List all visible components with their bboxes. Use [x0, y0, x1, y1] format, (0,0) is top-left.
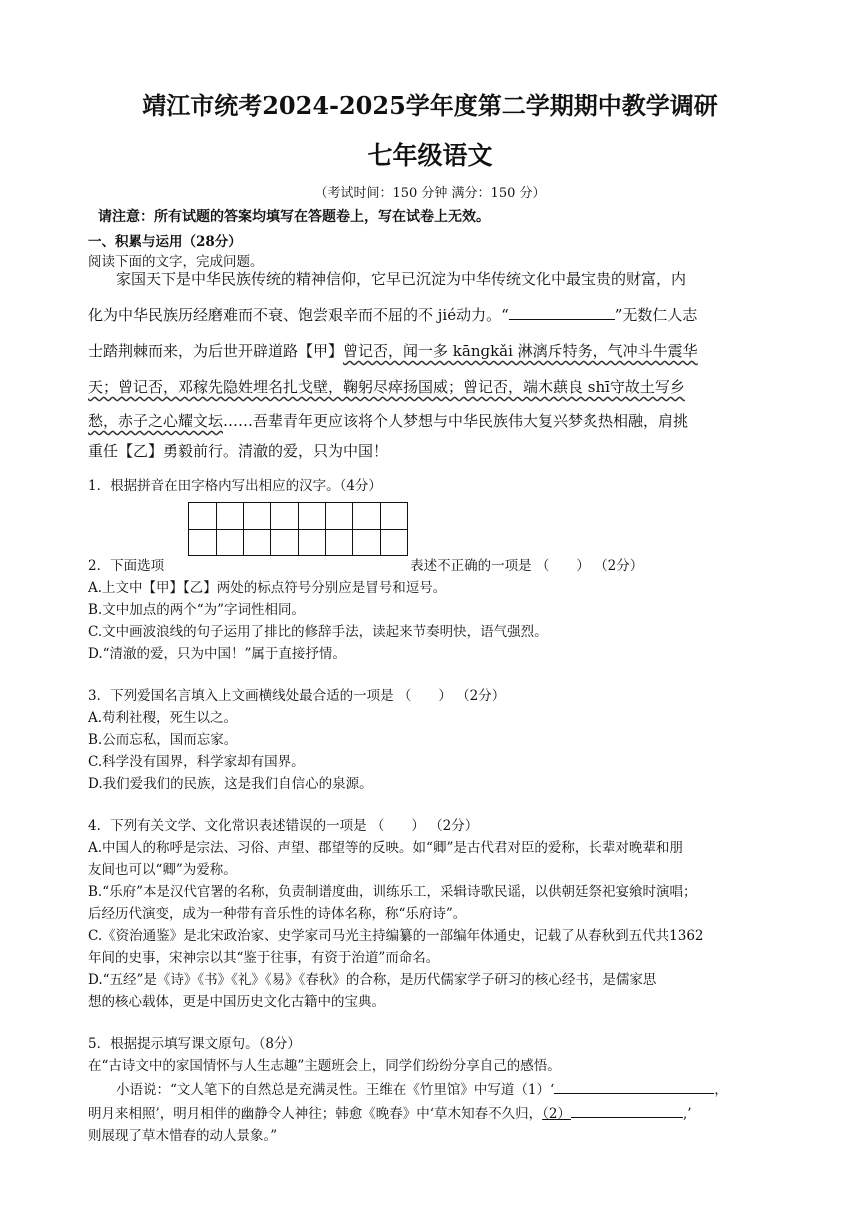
q5-intro: 在“古诗文中的家国情怀与人生志趣”主题班会上，同学们纷纷分享自己的感悟。	[88, 1058, 561, 1074]
wavy-underlined-text: 天；曾记否，邓稼先隐姓埋名扎戈壁，鞠躬尽瘁扬国威；曾记否，端木蕻良 shī守故土写乡	[88, 378, 685, 396]
option-b: B.文中加点的两个“为”字词性相同。	[88, 602, 306, 618]
option-a: A.苟利社稷，死生以之。	[88, 710, 238, 726]
question-3: 3．下列爱国名言填入上文画横线处最合适的一项是 （ ） （2分）	[88, 688, 506, 704]
grid-divider	[380, 503, 381, 555]
question-4: 4．下列有关文学、文化常识表述错误的一项是 （ ） （2分）	[88, 818, 479, 834]
section-heading: 一、积累与运用（28分）	[88, 234, 242, 250]
passage-text: ……吾辈青年更应该将个人梦想与中华民族伟大复兴梦炙热相融，肩挑	[223, 412, 689, 430]
option-d: D.我们爱我们的民族，这是我们自信心的泉源。	[88, 776, 373, 792]
question-text: 表述不正确的一项是 （ ） （2分）	[410, 558, 644, 574]
option-d: D.“五经”是《诗》《书》《礼》《易》《春秋》的合称，是历代儒家学子研习的核心经书，是儒家思	[88, 972, 657, 988]
question-5: 5．根据提示填写课文原句。（8分）	[88, 1036, 301, 1052]
q5-line: 则展现了草木惜春的动人景象。”	[88, 1128, 278, 1144]
grid-divider	[298, 503, 299, 555]
option-c: C.文中画波浪线的句子运用了排比的修辞手法，读起来节奏明快，语气强烈。	[88, 624, 548, 640]
option-d-cont: 想的核心载体，更是中国历史文化古籍中的宝典。	[88, 994, 385, 1010]
passage-text: 士踏荆棘而来，为后世开辟道路【甲】	[88, 342, 344, 360]
grid-divider	[216, 503, 217, 555]
option-b-cont: 后经历代演变，成为一种带有音乐性的诗体名称，称“乐府诗”。	[88, 906, 467, 922]
exam-subject: 七年级语文	[367, 141, 493, 170]
question-text: ,’	[682, 1106, 692, 1122]
option-a: A.上文中【甲】【乙】两处的标点符号分别应是冒号和逗号。	[88, 580, 447, 596]
wavy-underlined-text: 曾记否，闻一多 kānɡkǎi 淋漓斥特务，气冲斗牛震华	[343, 342, 698, 360]
exam-title: 靖江市统考2024-2025学年度第二学期期中教学调研	[142, 91, 718, 120]
question-text: ，	[714, 1082, 728, 1098]
notice: 请注意：所有试题的答案均填写在答题卷上，写在试卷上无效。	[98, 209, 490, 225]
option-a: A.中国人的称呼是宗法、习俗、声望、郡望等的反映。如“卿”是古代君对臣的爱称，长辈对晚辈和朋	[88, 840, 683, 856]
passage-line: 家国天下是中华民族传统的精神信仰，它早已沉淀为中华传统文化中最宝贵的财富，内	[116, 270, 687, 288]
question-text: 明月来相照’，明月相伴的幽静令人神往；韩愈《晚春》中‘草木知春不久归，	[88, 1106, 543, 1122]
option-c-cont: 年间的史事，宋神宗以其“鉴于往事，有资于治道”而命名。	[88, 950, 440, 966]
passage-line	[88, 410, 778, 431]
grid-divider	[325, 503, 326, 555]
question-text: 小语说：“文人笔下的自然总是充满灵性。王维在《竹里馆》中写道（1）‘	[116, 1082, 555, 1098]
question-2	[88, 554, 778, 574]
blank-number: （2）	[542, 1106, 571, 1122]
option-c: C.《资治通鉴》是北宋政治家、史学家司马光主持编纂的一部编年体通史，记载了从春秋到五代共1362	[88, 928, 704, 944]
option-a-cont: 友间也可以“卿”为爱称。	[88, 862, 237, 878]
grid-divider	[243, 503, 244, 555]
option-d: D.“清澈的爱，只为中国！”属于直接抒情。	[88, 646, 346, 662]
exam-info: （考试时间：150 分钟 满分：150 分）	[314, 186, 546, 201]
option-c: C.科学没有国界，科学家却有国界。	[88, 754, 305, 770]
grid-divider	[352, 503, 353, 555]
question-text: 2．下面选项	[88, 558, 165, 574]
q5-line	[88, 1078, 806, 1098]
passage-line	[88, 304, 778, 325]
passage-text: 化为中华民族历经磨难而不衰、饱尝艰辛而不屈的不 jié动力。“	[88, 306, 509, 324]
question-1: 1．根据拼音在田字格内写出相应的汉字。（4分）	[88, 478, 382, 494]
answer-blank-2[interactable]	[571, 1103, 683, 1118]
passage-line: 重任【乙】勇毅前行。清澈的爱，只为中国！	[88, 442, 389, 460]
option-b: B.公而忘私，国而忘家。	[88, 732, 238, 748]
fill-blank	[509, 305, 615, 320]
q5-line	[88, 1102, 778, 1122]
option-b: B.“乐府”本是汉代官署的名称，负责制谱度曲，训练乐工，采辑诗歌民谣，以供朝廷祭祀宴飨时演唱；	[88, 884, 697, 900]
answer-blank-1[interactable]	[554, 1079, 714, 1094]
tianzige-grid[interactable]	[188, 502, 408, 556]
passage-line	[88, 340, 778, 361]
passage-text: ”无数仁人志	[614, 306, 698, 324]
wavy-underlined-text: 愁，赤子之心耀文坛	[88, 412, 224, 430]
grid-divider	[270, 503, 271, 555]
instruction: 阅读下面的文字，完成问题。	[88, 254, 264, 270]
